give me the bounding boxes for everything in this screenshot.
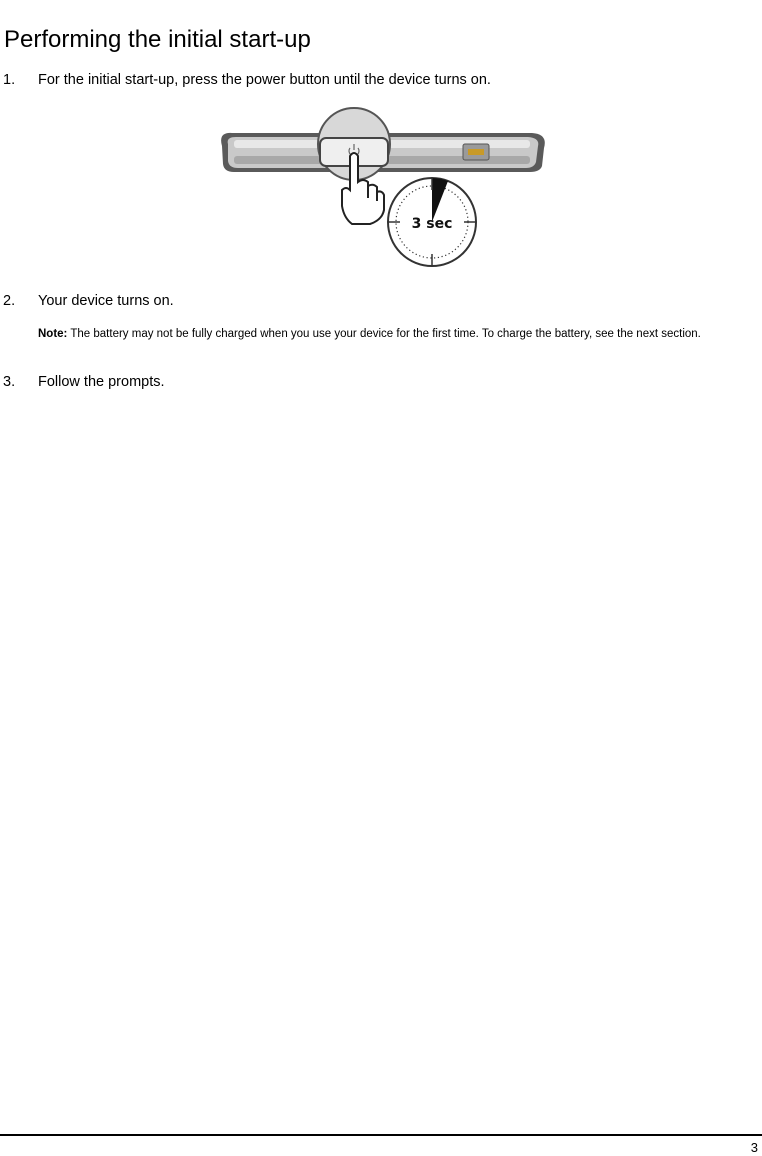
step-1 (0, 72, 762, 92)
note-label: Note: (38, 328, 68, 340)
timer-label: 3 sec (411, 216, 453, 232)
step-text: For the initial start-up, press the power button until the device turns on. (38, 72, 491, 88)
step-2 (0, 293, 762, 313)
note-paragraph (38, 326, 750, 343)
footer-divider (0, 1134, 762, 1136)
step-number: 1. (3, 72, 16, 88)
step-text: Follow the prompts. (38, 374, 165, 390)
step-text: Your device turns on. (38, 293, 174, 309)
step-number: 3. (3, 374, 16, 390)
power-button-illustration (214, 106, 550, 270)
timer-icon (388, 178, 476, 266)
device-power-button-diagram (214, 106, 550, 270)
step-number: 2. (3, 293, 16, 309)
note-text: The battery may not be fully charged when you use your device for the first time. To charge the battery, see the next section. (67, 328, 701, 340)
page-title: Performing the initial start-up (4, 26, 311, 53)
page-number: 3 (750, 1140, 758, 1155)
step-3 (0, 374, 762, 394)
